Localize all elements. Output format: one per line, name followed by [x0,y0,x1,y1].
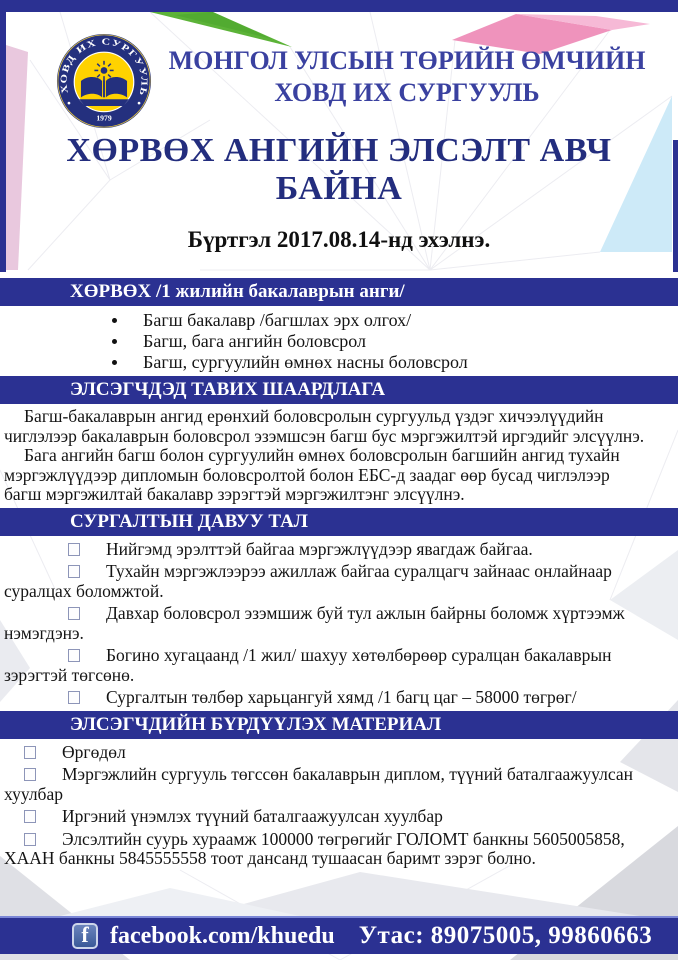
footer-bar [0,916,678,954]
section-bar-programs [0,278,678,306]
bullet-dot-icon [112,318,117,323]
section-title: СУРГАЛТЫН ДАВУУ ТАЛ [70,510,308,532]
check-item-text: Давхар боловсрол эзэмшиж буй тул ажлын байрны боломж хүртээмж нэмэгдэнэ. [4,603,625,643]
logo-year: 1979 [96,113,112,123]
org-line2: ХОВД ИХ СУРГУУЛЬ [274,78,540,107]
poster-body [0,275,678,872]
checkbox-icon [68,691,80,704]
facebook-link: facebook.com/khuedu [110,922,335,949]
checkbox-icon [24,746,36,759]
check-item [0,807,678,827]
list-item-text: Багш, сургуулийн өмнөх насны боловсрол [143,352,468,372]
section-title: ЭЛСЭГЧДЭД ТАВИХ ШААРДЛАГА [70,379,386,400]
paragraph: Бага ангийн багш болон сургуулийн өмнөх боловсролын багшийн ангид тухайн мэргэжлүүдээр дипломын боловсролтой болон ЕБС-д заадаг өөр бусад чиглэлээр багш мэргэжилтай бакалавр зэрэгтэй мэргэжилтэнг элсүүлнэ. [4,445,620,504]
checkbox-icon [24,768,36,781]
check-item-text: Нийгэмд эрэлттэй байгаа мэргэжлүүдээр явагдаж байгаа. [106,538,533,559]
poster-header [0,12,678,275]
registration-date: Бүртгэл 2017.08.14-нд эхэлнэ. [187,227,491,252]
checkbox-icon [68,543,80,556]
check-item-text: Тухайн мэргэжлээрээ ажиллаж байгаа суралцагч зайнаас онлайнаар суралцах боломжтой. [4,561,612,601]
bullet-dot-icon [112,360,117,365]
check-item-text: Мэргэжлийн сургууль төгссөн бакалаврын диплом, түүний баталгаажуулсан хуулбар [4,764,633,804]
check-item-text: Элсэлтийн суурь хураамж 100000 төгрөгийг ГОЛОМТ банкны 5605005858, ХААН банкны 5845555558 тоот дансанд тушаасан баримт зэрэг болно. [4,828,625,868]
check-item [0,604,678,643]
checkbox-icon [68,607,80,620]
university-logo [56,33,152,129]
checkbox-icon [68,565,80,578]
checkbox-icon [24,833,36,846]
bullet-dot-icon [112,339,117,344]
check-item-text: Сургалтын төлбөр харьцангуй хямд /1 багц цаг – 58000 төгрөг/ [106,687,577,707]
list-item [0,310,678,331]
logo-ring-text: ХОВД ИХ СУРГУУЛЬ [58,36,150,96]
check-item [0,646,678,685]
materials-list [0,743,678,869]
ring-separator-dot [138,102,141,105]
checkbox-icon [68,649,80,662]
org-name [148,46,666,108]
section-title: ЭЛСЭГЧДИЙН БҮРДҮҮЛЭХ МАТЕРИАЛ [70,713,442,735]
list-item [0,331,678,352]
sun-rays-icon [94,61,113,80]
facebook-icon-letter: f [81,922,89,947]
poster-headline: ХӨРВӨХ АНГИЙН ЭЛСЭЛТ АВЧ БАЙНА [66,132,612,207]
ring-separator-dot [68,102,71,105]
list-item [0,352,678,373]
list-item-text: Багш, бага ангийн боловсрол [143,331,367,351]
check-item [0,743,678,763]
check-item [0,688,678,708]
phone-numbers: Утас: 89075005, 99860663 [358,922,653,949]
org-line1: МОНГОЛ УЛСЫН ТӨРИЙН ӨМЧИЙН [168,46,646,75]
advantages-list [0,540,678,708]
check-item [0,540,678,560]
section-bar-advantages [0,508,678,536]
list-item-text: Багш бакалавр /багшлах эрх олгох/ [143,310,412,330]
check-item [0,765,678,804]
check-item-text: Иргэний үнэмлэх түүний баталгаажуулсан хуулбар [62,806,443,826]
section-bar-requirements [0,376,678,404]
requirements-text [0,407,678,505]
open-book-icon [79,77,129,106]
checkbox-icon [24,810,36,823]
top-border-bar [0,0,678,12]
section-bar-materials [0,711,678,739]
paragraph: Багш-бакалаврын ангид ерөнхий боловсролын сургуульд үздэг хичээлүүдийн чиглэлээр бакалаврын боловсрол эзэмшсэн багш бус мэргэжилтэй иргэдийг элсүүлнэ. [4,406,645,446]
check-item [0,562,678,601]
check-item [0,830,678,869]
check-item-text: Өргөдөл [62,741,126,762]
program-list [0,310,678,373]
facebook-icon [72,923,98,949]
section-title: ХӨРВӨХ /1 жилийн бакалаврын анги/ [70,281,405,302]
check-item-text: Богино хугацаанд /1 жил/ шахуу хөтөлбөрөөр суралцан бакалаврын зэрэгтэй төгсөнө. [4,645,612,685]
